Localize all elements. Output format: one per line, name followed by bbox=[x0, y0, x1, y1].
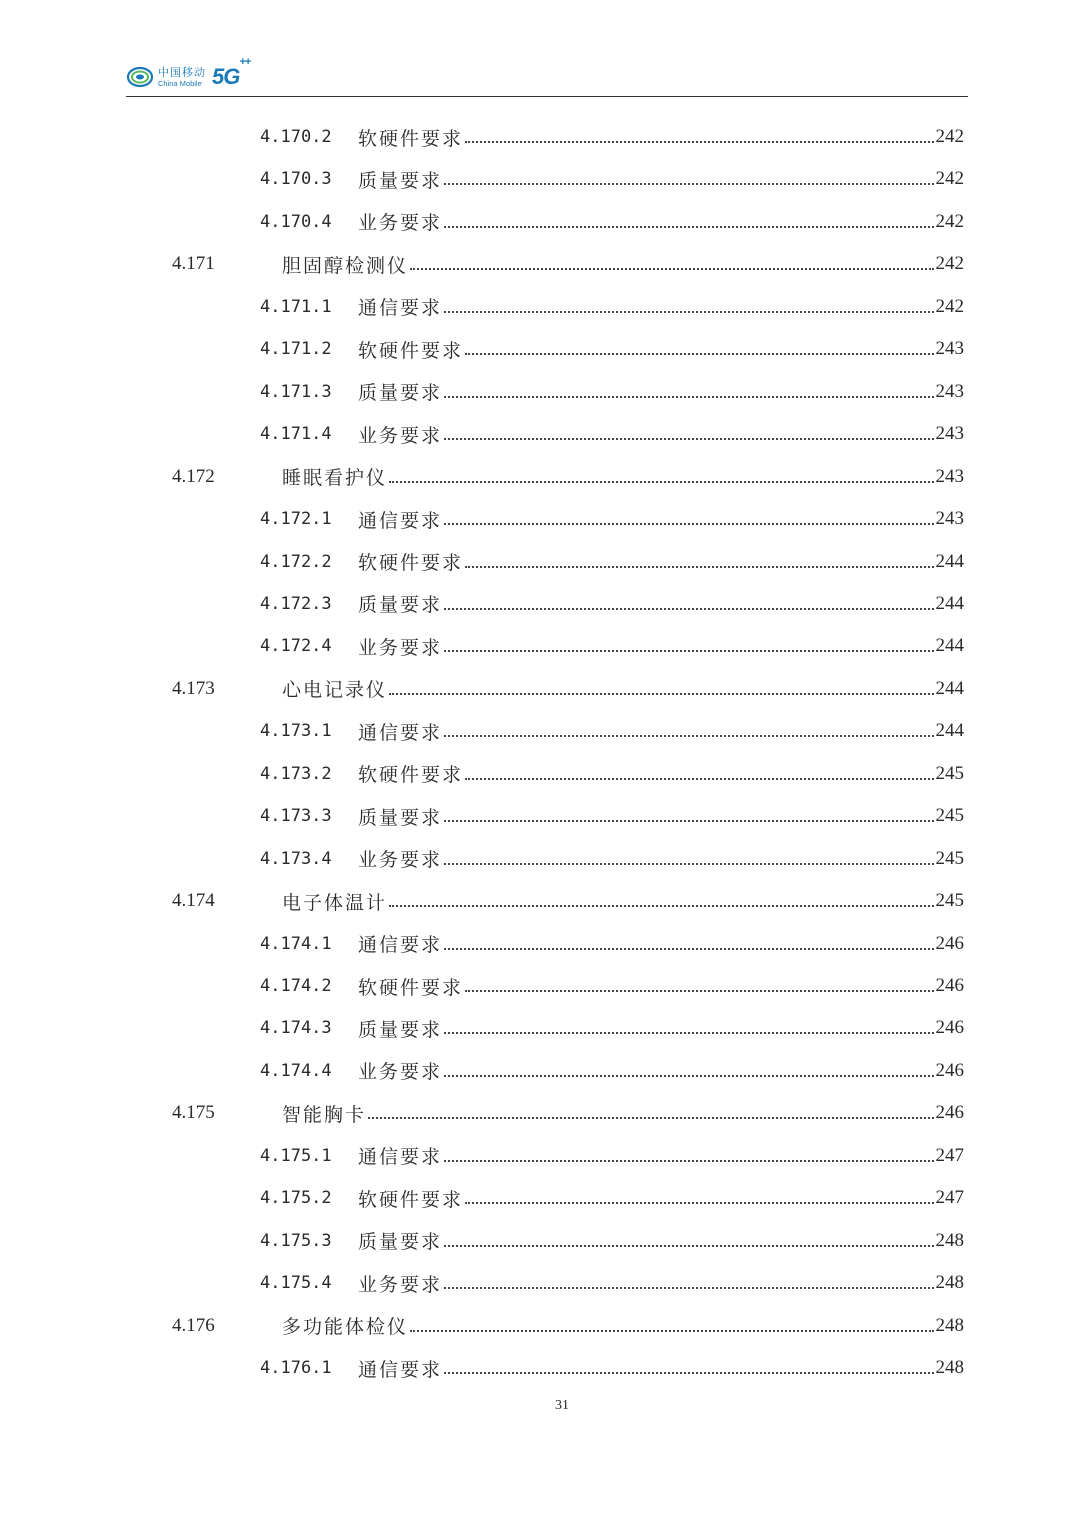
toc-entry-number: 4.173.3 bbox=[260, 806, 332, 827]
toc-entry-number: 4.172 bbox=[172, 465, 215, 487]
toc-entry-number: 4.176 bbox=[172, 1314, 215, 1336]
toc-entry-page: 244 bbox=[935, 592, 964, 614]
toc-entry-page: 248 bbox=[935, 1272, 964, 1294]
toc-entry-page: 244 bbox=[935, 677, 964, 699]
toc-dot-leader bbox=[444, 183, 933, 185]
toc-subsection-entry[interactable] bbox=[260, 923, 964, 965]
toc-entry-number: 4.171.2 bbox=[260, 339, 332, 360]
toc-dot-leader bbox=[465, 353, 933, 355]
toc-entry-page: 245 bbox=[935, 762, 964, 784]
toc-dot-leader bbox=[444, 820, 933, 822]
toc-subsection-entry[interactable] bbox=[260, 1262, 964, 1304]
toc-dot-leader bbox=[465, 141, 933, 143]
toc-entry-title: 业务要求 bbox=[358, 1061, 443, 1084]
toc-entry-title: 质量要求 bbox=[358, 169, 443, 192]
toc-entry-title: 软硬件要求 bbox=[358, 976, 464, 999]
toc-entry-number: 4.174 bbox=[172, 890, 215, 912]
toc-subsection-entry[interactable] bbox=[260, 116, 964, 158]
toc-entry-number: 4.174.3 bbox=[260, 1018, 332, 1039]
toc-entry-page: 248 bbox=[935, 1314, 964, 1336]
toc-entry-title: 软硬件要求 bbox=[358, 339, 464, 362]
toc-entry-title: 通信要求 bbox=[358, 934, 443, 957]
toc-entry-number: 4.170.2 bbox=[260, 127, 332, 147]
page-footer bbox=[0, 1398, 1080, 1414]
toc-entry-title: 质量要求 bbox=[358, 806, 443, 829]
toc-entry-number: 4.175.3 bbox=[260, 1230, 332, 1251]
toc-dot-leader bbox=[444, 1245, 933, 1247]
toc-entry-page: 246 bbox=[935, 1102, 964, 1124]
toc-entry-title: 智能胸卡 bbox=[282, 1103, 367, 1126]
toc-entry-page: 243 bbox=[935, 508, 964, 530]
toc-subsection-entry[interactable] bbox=[260, 541, 964, 583]
toc-subsection-entry[interactable] bbox=[260, 498, 964, 540]
logo-chinese-text: 中国移动 bbox=[158, 65, 206, 79]
toc-entry-title: 质量要求 bbox=[358, 382, 443, 405]
toc-entry-page: 246 bbox=[935, 1017, 964, 1039]
toc-entry-page: 245 bbox=[935, 847, 964, 869]
toc-entry-number: 4.170.4 bbox=[260, 211, 332, 232]
toc-entry-title: 通信要求 bbox=[358, 1358, 443, 1381]
toc-entry-number: 4.171.1 bbox=[260, 296, 332, 317]
page-number: 31 bbox=[555, 1398, 569, 1413]
toc-subsection-entry[interactable] bbox=[260, 1135, 964, 1177]
toc-entry-number: 4.172.1 bbox=[260, 509, 332, 530]
toc-entry-title: 通信要求 bbox=[358, 1146, 443, 1169]
toc-entry-title: 业务要求 bbox=[358, 849, 443, 872]
toc-entry-page: 248 bbox=[935, 1357, 964, 1379]
toc-entry-number: 4.171.3 bbox=[260, 381, 332, 402]
toc-entry-title: 心电记录仪 bbox=[282, 679, 388, 702]
toc-subsection-entry[interactable] bbox=[260, 201, 964, 243]
toc-entry-page: 247 bbox=[935, 1144, 964, 1166]
toc-dot-leader bbox=[444, 948, 933, 950]
toc-entry-page: 242 bbox=[935, 168, 964, 190]
toc-subsection-entry[interactable] bbox=[260, 328, 964, 370]
toc-dot-leader bbox=[389, 693, 933, 695]
toc-entry-page: 246 bbox=[935, 1059, 964, 1081]
toc-subsection-entry[interactable] bbox=[260, 1050, 964, 1092]
toc-dot-leader bbox=[465, 566, 933, 568]
toc-entry-page: 246 bbox=[935, 932, 964, 954]
toc-subsection-entry[interactable] bbox=[260, 1007, 964, 1049]
toc-entry-number: 4.171.4 bbox=[260, 424, 332, 445]
toc-entry-page: 242 bbox=[935, 210, 964, 232]
toc-entry-page: 248 bbox=[935, 1229, 964, 1251]
china-mobile-logo bbox=[126, 56, 251, 94]
toc-section-entry[interactable] bbox=[172, 1092, 964, 1134]
toc-entry-page: 244 bbox=[935, 635, 964, 657]
toc-entry-page: 243 bbox=[935, 423, 964, 445]
toc-entry-title: 软硬件要求 bbox=[358, 127, 464, 150]
toc-entry-title: 睡眠看护仪 bbox=[282, 467, 388, 490]
toc-section-entry[interactable] bbox=[172, 243, 964, 285]
toc-entry-title: 业务要求 bbox=[358, 212, 443, 235]
toc-section-entry[interactable] bbox=[172, 668, 964, 710]
toc-dot-leader bbox=[465, 778, 933, 780]
toc-entry-number: 4.173 bbox=[172, 677, 215, 699]
toc-section-entry[interactable] bbox=[172, 456, 964, 498]
toc-subsection-entry[interactable] bbox=[260, 583, 964, 625]
toc-subsection-entry[interactable] bbox=[260, 371, 964, 413]
toc-entry-number: 4.175.2 bbox=[260, 1188, 332, 1209]
toc-section-entry[interactable] bbox=[172, 1305, 964, 1347]
toc-subsection-entry[interactable] bbox=[260, 1177, 964, 1219]
toc-entry-number: 4.174.1 bbox=[260, 933, 332, 954]
toc-entry-number: 4.172.2 bbox=[260, 551, 332, 572]
toc-dot-leader bbox=[368, 1117, 933, 1119]
toc-entry-number: 4.172.3 bbox=[260, 593, 332, 614]
toc-entry-page: 242 bbox=[935, 295, 964, 317]
toc-entry-title: 软硬件要求 bbox=[358, 1188, 464, 1211]
toc-entry-title: 电子体温计 bbox=[282, 891, 388, 914]
toc-entry-title: 质量要求 bbox=[358, 594, 443, 617]
toc-entry-title: 业务要求 bbox=[358, 636, 443, 659]
toc-subsection-entry[interactable] bbox=[260, 158, 964, 200]
toc-subsection-entry[interactable] bbox=[260, 1347, 964, 1389]
toc-subsection-entry[interactable] bbox=[260, 965, 964, 1007]
toc-entry-title: 质量要求 bbox=[358, 1018, 443, 1041]
toc-dot-leader bbox=[444, 1032, 933, 1034]
toc-subsection-entry[interactable] bbox=[260, 838, 964, 880]
toc-dot-leader bbox=[444, 226, 933, 228]
toc-entry-title: 质量要求 bbox=[358, 1231, 443, 1254]
china-mobile-swirl-icon bbox=[126, 65, 154, 89]
toc-entry-page: 244 bbox=[935, 550, 964, 572]
toc-dot-leader bbox=[444, 523, 933, 525]
toc-dot-leader bbox=[444, 608, 933, 610]
toc-entry-title: 胆固醇检测仪 bbox=[282, 254, 409, 277]
toc-subsection-entry[interactable] bbox=[260, 413, 964, 455]
toc-subsection-entry[interactable] bbox=[260, 286, 964, 328]
toc-entry-number: 4.176.1 bbox=[260, 1358, 332, 1379]
toc-dot-leader bbox=[410, 268, 933, 270]
toc-dot-leader bbox=[410, 1330, 933, 1332]
toc-dot-leader bbox=[444, 1160, 933, 1162]
toc-dot-leader bbox=[444, 311, 933, 313]
toc-subsection-entry[interactable] bbox=[260, 795, 964, 837]
toc-entry-page: 246 bbox=[935, 975, 964, 996]
toc-entry-number: 4.173.2 bbox=[260, 763, 332, 784]
toc-dot-leader bbox=[444, 438, 933, 440]
toc-subsection-entry[interactable] bbox=[260, 753, 964, 795]
logo-5g-mark: 5G++ bbox=[212, 56, 251, 89]
toc-dot-leader bbox=[444, 735, 933, 737]
toc-entry-title: 软硬件要求 bbox=[358, 764, 464, 787]
toc-dot-leader bbox=[444, 863, 933, 865]
toc-entry-page: 242 bbox=[935, 253, 964, 275]
toc-entry-number: 4.174.4 bbox=[260, 1060, 332, 1081]
toc-entry-page: 245 bbox=[935, 890, 964, 912]
toc-dot-leader bbox=[389, 481, 933, 483]
page-header bbox=[126, 56, 968, 97]
toc-entry-title: 业务要求 bbox=[358, 424, 443, 447]
toc-entry-page: 242 bbox=[935, 126, 964, 147]
toc-dot-leader bbox=[444, 1287, 933, 1289]
toc-entry-page: 243 bbox=[935, 380, 964, 402]
toc-dot-leader bbox=[444, 396, 933, 398]
toc-entry-number: 4.173.1 bbox=[260, 721, 332, 742]
toc-dot-leader bbox=[465, 990, 933, 992]
toc-entry-number: 4.174.2 bbox=[260, 976, 332, 996]
toc-entry-title: 软硬件要求 bbox=[358, 552, 464, 574]
toc-entry-number: 4.175.1 bbox=[260, 1145, 332, 1166]
toc-entry-title: 业务要求 bbox=[358, 1273, 443, 1296]
toc-entry-number: 4.175.4 bbox=[260, 1273, 332, 1294]
toc-dot-leader bbox=[444, 1075, 933, 1077]
toc-entry-number: 4.171 bbox=[172, 253, 215, 275]
toc-dot-leader bbox=[444, 1372, 933, 1374]
toc-section-entry[interactable] bbox=[172, 880, 964, 922]
toc-entry-page: 247 bbox=[935, 1187, 964, 1209]
toc-subsection-entry[interactable] bbox=[260, 625, 964, 667]
logo-5g-plus: ++ bbox=[239, 56, 251, 68]
toc-entry-number: 4.172.4 bbox=[260, 636, 332, 657]
toc-entry-title: 通信要求 bbox=[358, 509, 443, 532]
logo-english-text: China Mobile bbox=[158, 78, 202, 88]
toc-entry-number: 4.170.3 bbox=[260, 169, 332, 190]
toc-entry-title: 多功能体检仪 bbox=[282, 1316, 409, 1339]
toc-dot-leader bbox=[444, 650, 933, 652]
toc-subsection-entry[interactable] bbox=[260, 710, 964, 752]
toc-entry-title: 通信要求 bbox=[358, 721, 443, 744]
toc-entry-page: 244 bbox=[935, 720, 964, 742]
toc-dot-leader bbox=[465, 1202, 933, 1204]
toc-entry-page: 245 bbox=[935, 805, 964, 827]
toc-subsection-entry[interactable] bbox=[260, 1220, 964, 1262]
toc-entry-page: 243 bbox=[935, 465, 964, 487]
toc-dot-leader bbox=[389, 905, 933, 907]
toc-entry-title: 通信要求 bbox=[358, 297, 443, 320]
toc-entry-number: 4.175 bbox=[172, 1102, 215, 1124]
toc-entry-number: 4.173.4 bbox=[260, 848, 332, 869]
toc-entry-page: 243 bbox=[935, 338, 964, 360]
